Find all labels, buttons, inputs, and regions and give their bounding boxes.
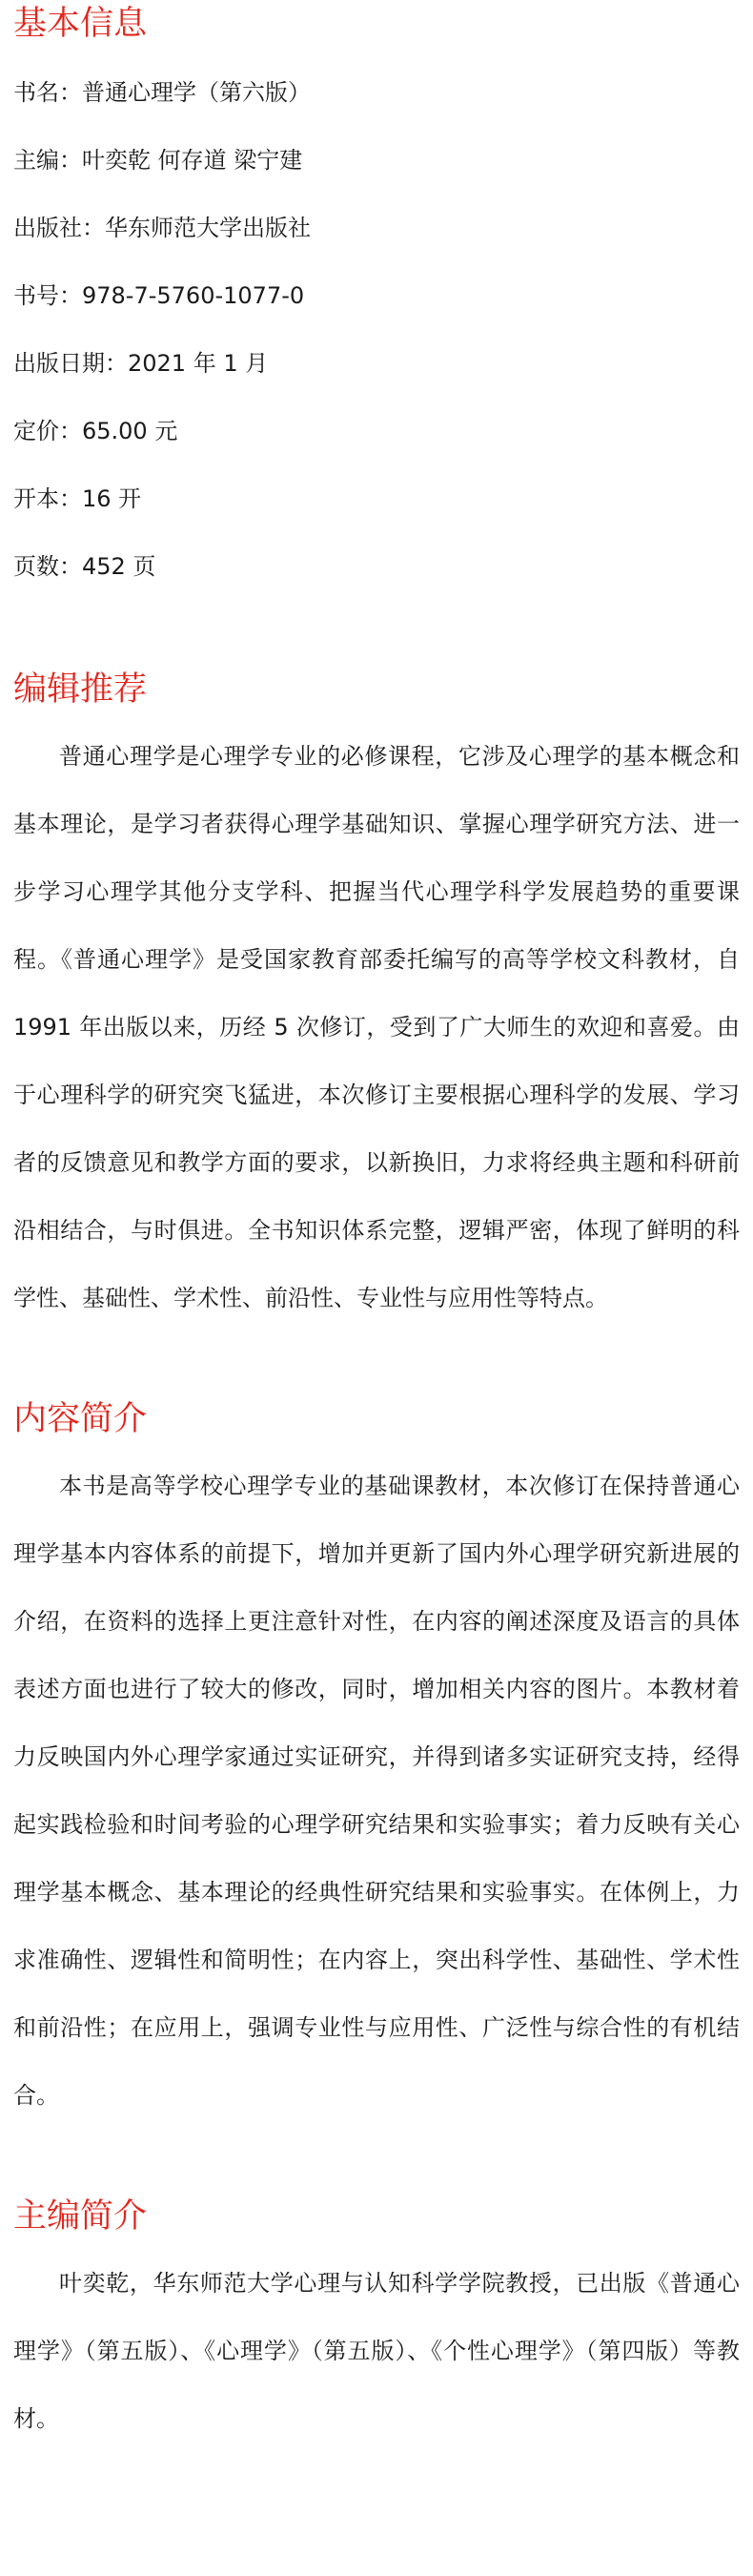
editor-recommendation-text: 普通心理学是心理学专业的必修课程，它涉及心理学的基本概念和基本理论，是学习者获得心理学基础知识、掌握心理学研究方法、进一步学习心理学其他分支学科、把握当代心理学科学发展趋势的重要课程。《普通心理学》是受国家教育部委托编写的高等学校文科教材，自 1991 年出版以来，历经 5 次修订，受到了广大师生的欢迎和喜爱。由于心理科学的研究突飞猛进，本次修订主要根据心理科学的发展、学习者的反馈意见和教学方面的要求，以新换旧，力求将经典主题和科研前沿相结合，与时俱进。全书知识体系完整，逻辑严密，体现了鲜明的科学性、基础性、学术性、前沿性、专业性与应用性等特点。 <box>13 743 740 1311</box>
info-editors: 主编：叶奕乾 何存道 梁宁建 <box>13 147 303 174</box>
info-price: 定价：65.00 元 <box>13 418 178 444</box>
content-intro-text: 本书是高等学校心理学专业的基础课教材，本次修订在保持普通心理学基本内容体系的前提下，增加并更新了国内外心理学研究新进展的介绍，在资料的选择上更注意针对性，在内容的阐述深度及语言的具体表述方面也进行了较大的修改，同时，增加相关内容的图片。本教材着力反映国内外心理学家通过实证研究，并得到诸多实证研究支持，经得起实践检验和时间考验的心理学研究结果和实验事实；着力反映有关心理学基本概念、基本理论的经典性研究结果和实验事实。在体例上，力求准确性、逻辑性和简明性；在内容上，突出科学性、基础性、学术性和前沿性；在应用上，强调专业性与应用性、广泛性与综合性的有机结合。 <box>13 1473 740 2109</box>
author-intro-section <box>13 2193 740 2453</box>
info-isbn: 书号：978-7-5760-1077-0 <box>13 282 305 309</box>
info-title: 书名：普通心理学（第六版） <box>13 79 311 106</box>
basic-info-heading: 基本信息 <box>13 5 148 43</box>
author-intro-heading: 主编简介 <box>13 2197 148 2236</box>
basic-info-list <box>13 59 740 601</box>
content-intro-section <box>13 1395 740 2130</box>
editor-recommendation-heading: 编辑推荐 <box>13 670 148 709</box>
info-format: 开本：16 开 <box>13 485 142 512</box>
info-publish-date: 出版日期：2021 年 1 月 <box>13 350 269 377</box>
info-pages: 页数：452 页 <box>13 553 156 580</box>
content-intro-heading: 内容简介 <box>13 1400 148 1438</box>
author-intro-text: 叶奕乾，华东师范大学心理与认知科学学院教授，已出版《普通心理学》（第五版）、《心理学》（第五版）、《个性心理学》（第四版）等教材。 <box>13 2270 740 2432</box>
editor-recommendation-section <box>13 666 740 1332</box>
info-publisher: 出版社：华东师范大学出版社 <box>13 215 311 241</box>
basic-info-section <box>13 0 740 601</box>
